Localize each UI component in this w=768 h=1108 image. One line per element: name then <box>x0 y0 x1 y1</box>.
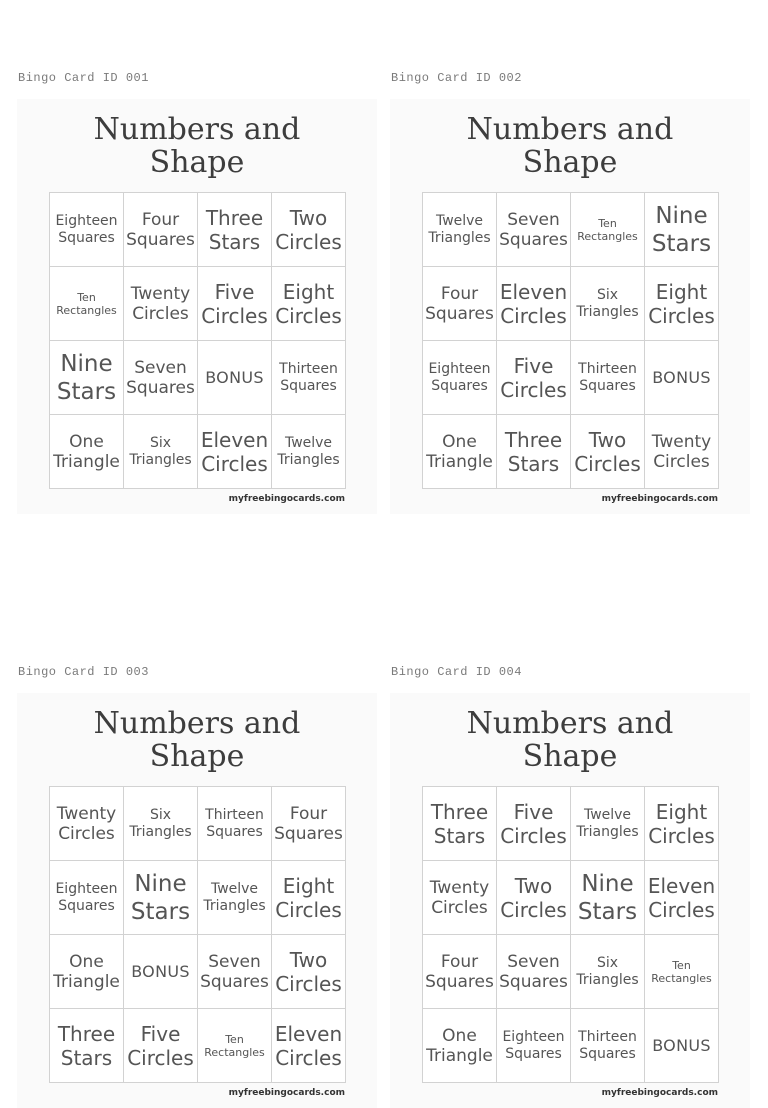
bingo-cell: Nine Stars <box>645 193 719 267</box>
bingo-cell: Nine Stars <box>571 861 645 935</box>
bingo-cell: Five Circles <box>497 787 571 861</box>
bingo-cell: Four Squares <box>423 267 497 341</box>
bingo-cell: Five Circles <box>198 267 272 341</box>
bingo-cell: One Triangle <box>50 415 124 489</box>
card-footer: myfreebingocards.com <box>601 1088 718 1098</box>
bingo-cell: Ten Rectangles <box>645 935 719 1009</box>
bingo-cell: Twelve Triangles <box>423 193 497 267</box>
bingo-cell: Eight Circles <box>645 267 719 341</box>
bingo-cell: One Triangle <box>50 935 124 1009</box>
card-title: Numbers and Shape <box>466 112 674 180</box>
bingo-cell: Twenty Circles <box>423 861 497 935</box>
bingo-cell: Four Squares <box>423 935 497 1009</box>
card-title: Numbers and Shape <box>93 706 301 774</box>
card-id-label: Bingo Card ID 002 <box>391 71 522 85</box>
bingo-cell: Nine Stars <box>124 861 198 935</box>
bingo-card <box>17 99 377 514</box>
bingo-cell: Eleven Circles <box>272 1009 346 1083</box>
bingo-cell: Six Triangles <box>124 415 198 489</box>
bingo-cell: Eleven Circles <box>497 267 571 341</box>
bingo-cell: One Triangle <box>423 1009 497 1083</box>
bingo-cell: Eighteen Squares <box>50 193 124 267</box>
bingo-cell: Thirteen Squares <box>272 341 346 415</box>
bingo-cell: Five Circles <box>124 1009 198 1083</box>
bingo-cell: Eight Circles <box>645 787 719 861</box>
bonus-cell: BONUS <box>645 341 719 415</box>
bingo-cell: Twenty Circles <box>124 267 198 341</box>
bingo-card <box>390 693 750 1108</box>
bingo-cell: Twenty Circles <box>50 787 124 861</box>
bingo-cell: Two Circles <box>571 415 645 489</box>
bingo-cell: Eleven Circles <box>198 415 272 489</box>
bingo-cell: Thirteen Squares <box>571 1009 645 1083</box>
bingo-cell: Eighteen Squares <box>497 1009 571 1083</box>
bingo-cell: Two Circles <box>272 193 346 267</box>
bingo-cell: Ten Rectangles <box>571 193 645 267</box>
bingo-grid <box>49 786 346 1083</box>
bingo-cell: Four Squares <box>272 787 346 861</box>
bingo-cell: Eleven Circles <box>645 861 719 935</box>
bingo-cell: Thirteen Squares <box>571 341 645 415</box>
bingo-grid <box>49 192 346 489</box>
bingo-cell: Three Stars <box>198 193 272 267</box>
card-footer: myfreebingocards.com <box>601 494 718 504</box>
bingo-cell: Three Stars <box>50 1009 124 1083</box>
bingo-cell: Seven Squares <box>124 341 198 415</box>
bingo-cell: Twenty Circles <box>645 415 719 489</box>
bingo-cell: Ten Rectangles <box>50 267 124 341</box>
bingo-cell: Four Squares <box>124 193 198 267</box>
bingo-cell: Two Circles <box>497 861 571 935</box>
bonus-cell: BONUS <box>124 935 198 1009</box>
bonus-cell: BONUS <box>198 341 272 415</box>
bingo-cell: Eighteen Squares <box>50 861 124 935</box>
bingo-cell: Thirteen Squares <box>198 787 272 861</box>
bingo-cell: Eight Circles <box>272 861 346 935</box>
bingo-cell: Eight Circles <box>272 267 346 341</box>
bonus-cell: BONUS <box>645 1009 719 1083</box>
bingo-cell: Six Triangles <box>124 787 198 861</box>
bingo-cell: Three Stars <box>497 415 571 489</box>
bingo-cell: Eighteen Squares <box>423 341 497 415</box>
bingo-grid <box>422 192 719 489</box>
bingo-cell: Nine Stars <box>50 341 124 415</box>
bingo-cell: Seven Squares <box>497 935 571 1009</box>
card-id-label: Bingo Card ID 001 <box>18 71 149 85</box>
bingo-card <box>390 99 750 514</box>
bingo-cell: Two Circles <box>272 935 346 1009</box>
bingo-cell: Twelve Triangles <box>198 861 272 935</box>
bingo-cell: Six Triangles <box>571 935 645 1009</box>
bingo-grid <box>422 786 719 1083</box>
bingo-cell: Twelve Triangles <box>272 415 346 489</box>
bingo-card <box>17 693 377 1108</box>
bingo-cell: Twelve Triangles <box>571 787 645 861</box>
bingo-cell: Seven Squares <box>198 935 272 1009</box>
card-title: Numbers and Shape <box>466 706 674 774</box>
card-footer: myfreebingocards.com <box>228 494 345 504</box>
bingo-cell: One Triangle <box>423 415 497 489</box>
bingo-cell: Seven Squares <box>497 193 571 267</box>
card-id-label: Bingo Card ID 003 <box>18 665 149 679</box>
bingo-cell: Six Triangles <box>571 267 645 341</box>
card-title: Numbers and Shape <box>93 112 301 180</box>
bingo-cell: Five Circles <box>497 341 571 415</box>
bingo-cell: Three Stars <box>423 787 497 861</box>
card-footer: myfreebingocards.com <box>228 1088 345 1098</box>
card-id-label: Bingo Card ID 004 <box>391 665 522 679</box>
bingo-cell: Ten Rectangles <box>198 1009 272 1083</box>
